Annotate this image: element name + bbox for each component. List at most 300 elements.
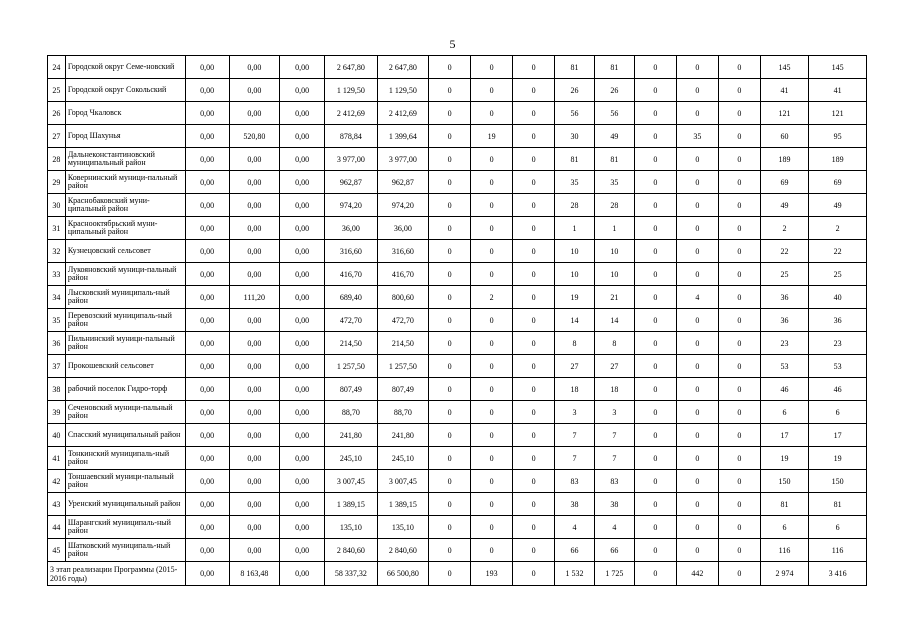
- value-cell: 0: [676, 148, 718, 171]
- value-cell: 0,00: [185, 401, 229, 424]
- value-cell: 10: [594, 263, 634, 286]
- value-cell: 0,00: [229, 171, 279, 194]
- value-cell: 60: [760, 125, 808, 148]
- value-cell: 878,84: [325, 125, 377, 148]
- value-cell: 0: [634, 125, 676, 148]
- value-cell: 0: [676, 240, 718, 263]
- municipality-name-cell: Шатковский муниципаль-ный район: [65, 539, 185, 562]
- total-value-cell: 442: [676, 562, 718, 586]
- value-cell: 145: [809, 56, 867, 79]
- table-row: [48, 286, 867, 309]
- row-number-cell: 37: [48, 355, 66, 378]
- value-cell: 0,00: [185, 240, 229, 263]
- value-cell: 69: [760, 171, 808, 194]
- value-cell: 0,00: [185, 263, 229, 286]
- value-cell: 0: [513, 240, 555, 263]
- value-cell: 0: [718, 493, 760, 516]
- value-cell: 0: [676, 194, 718, 217]
- value-cell: 0: [634, 286, 676, 309]
- value-cell: 0: [676, 401, 718, 424]
- value-cell: 416,70: [325, 263, 377, 286]
- value-cell: 35: [676, 125, 718, 148]
- value-cell: 88,70: [377, 401, 428, 424]
- value-cell: 49: [809, 194, 867, 217]
- value-cell: 0: [471, 378, 513, 401]
- value-cell: 316,60: [377, 240, 428, 263]
- value-cell: 23: [760, 332, 808, 355]
- municipality-name-cell: Дальнеконстантиновский муниципальный район: [65, 148, 185, 171]
- row-number-cell: 26: [48, 102, 66, 125]
- value-cell: 0: [429, 79, 471, 102]
- table-row: [48, 470, 867, 493]
- value-cell: 0: [718, 194, 760, 217]
- row-number-cell: 29: [48, 171, 66, 194]
- value-cell: 0: [513, 424, 555, 447]
- total-value-cell: 3 416: [809, 562, 867, 586]
- value-cell: 0: [676, 102, 718, 125]
- table-row: [48, 56, 867, 79]
- value-cell: 0: [471, 424, 513, 447]
- value-cell: 0,00: [229, 309, 279, 332]
- value-cell: 81: [594, 148, 634, 171]
- value-cell: 0,00: [229, 56, 279, 79]
- value-cell: 0: [471, 148, 513, 171]
- value-cell: 3: [594, 401, 634, 424]
- value-cell: 0: [634, 102, 676, 125]
- value-cell: 0: [471, 56, 513, 79]
- value-cell: 0: [718, 56, 760, 79]
- value-cell: 1 257,50: [325, 355, 377, 378]
- value-cell: 0: [718, 332, 760, 355]
- value-cell: 4: [555, 516, 595, 539]
- value-cell: 0: [634, 401, 676, 424]
- value-cell: 0: [676, 171, 718, 194]
- value-cell: 26: [594, 79, 634, 102]
- value-cell: 0: [429, 447, 471, 470]
- value-cell: 0,00: [229, 424, 279, 447]
- value-cell: 0: [513, 447, 555, 470]
- value-cell: 0,00: [280, 286, 325, 309]
- value-cell: 26: [555, 79, 595, 102]
- value-cell: 2: [760, 217, 808, 240]
- value-cell: 1 389,15: [325, 493, 377, 516]
- value-cell: 0: [676, 493, 718, 516]
- value-cell: 0,00: [185, 332, 229, 355]
- municipality-name-cell: Лукояновский муници-пальный район: [65, 263, 185, 286]
- value-cell: 0,00: [185, 102, 229, 125]
- value-cell: 0: [718, 148, 760, 171]
- value-cell: 56: [555, 102, 595, 125]
- value-cell: 0: [471, 240, 513, 263]
- value-cell: 0,00: [280, 240, 325, 263]
- total-value-cell: 2 974: [760, 562, 808, 586]
- value-cell: 189: [809, 148, 867, 171]
- value-cell: 1 129,50: [325, 79, 377, 102]
- value-cell: 0: [634, 194, 676, 217]
- value-cell: 0: [513, 355, 555, 378]
- value-cell: 0,00: [185, 194, 229, 217]
- value-cell: 83: [594, 470, 634, 493]
- value-cell: 83: [555, 470, 595, 493]
- value-cell: 0,00: [185, 79, 229, 102]
- value-cell: 6: [760, 401, 808, 424]
- value-cell: 0: [634, 378, 676, 401]
- total-label-cell: 3 этап реализации Программы (2015-2016 годы): [48, 562, 186, 586]
- row-number-cell: 36: [48, 332, 66, 355]
- municipality-name-cell: Город Шахунья: [65, 125, 185, 148]
- value-cell: 0: [513, 125, 555, 148]
- municipality-name-cell: Краснооктябрьский муни-ципальный район: [65, 217, 185, 240]
- value-cell: 27: [594, 355, 634, 378]
- value-cell: 0: [718, 286, 760, 309]
- value-cell: 0,00: [185, 217, 229, 240]
- value-cell: 38: [555, 493, 595, 516]
- value-cell: 0: [634, 493, 676, 516]
- value-cell: 472,70: [377, 309, 428, 332]
- value-cell: 0: [513, 286, 555, 309]
- table-row: [48, 424, 867, 447]
- value-cell: 36: [760, 309, 808, 332]
- value-cell: 0,00: [185, 493, 229, 516]
- total-value-cell: 0,00: [280, 562, 325, 586]
- value-cell: 40: [809, 286, 867, 309]
- value-cell: 0: [429, 263, 471, 286]
- value-cell: 7: [555, 447, 595, 470]
- value-cell: 1 399,64: [377, 125, 428, 148]
- value-cell: 150: [809, 470, 867, 493]
- value-cell: 0: [513, 401, 555, 424]
- municipality-name-cell: Ковернинский муници-пальный район: [65, 171, 185, 194]
- value-cell: 10: [555, 263, 595, 286]
- table-row: [48, 378, 867, 401]
- value-cell: 0: [429, 102, 471, 125]
- value-cell: 0,00: [229, 79, 279, 102]
- value-cell: 0,00: [229, 493, 279, 516]
- value-cell: 0,00: [185, 378, 229, 401]
- value-cell: 0: [429, 470, 471, 493]
- municipality-name-cell: Лысковский муниципаль-ный район: [65, 286, 185, 309]
- value-cell: 0: [634, 539, 676, 562]
- value-cell: 0,00: [185, 309, 229, 332]
- value-cell: 0: [718, 79, 760, 102]
- value-cell: 214,50: [325, 332, 377, 355]
- value-cell: 0: [471, 309, 513, 332]
- value-cell: 0: [429, 355, 471, 378]
- value-cell: 0: [471, 171, 513, 194]
- value-cell: 116: [760, 539, 808, 562]
- value-cell: 0,00: [280, 309, 325, 332]
- table-body: [48, 56, 867, 586]
- value-cell: 22: [809, 240, 867, 263]
- value-cell: 14: [555, 309, 595, 332]
- value-cell: 7: [555, 424, 595, 447]
- table-row: [48, 355, 867, 378]
- value-cell: 316,60: [325, 240, 377, 263]
- value-cell: 1 257,50: [377, 355, 428, 378]
- value-cell: 0: [471, 217, 513, 240]
- value-cell: 0: [676, 309, 718, 332]
- value-cell: 974,20: [325, 194, 377, 217]
- value-cell: 0,00: [185, 355, 229, 378]
- value-cell: 0: [513, 539, 555, 562]
- program-table: [47, 55, 867, 586]
- municipality-name-cell: Краснобаковский муни-ципальный район: [65, 194, 185, 217]
- value-cell: 3: [555, 401, 595, 424]
- value-cell: 0: [429, 171, 471, 194]
- value-cell: 0: [634, 355, 676, 378]
- value-cell: 0,00: [185, 148, 229, 171]
- value-cell: 472,70: [325, 309, 377, 332]
- value-cell: 0: [676, 516, 718, 539]
- table-row: [48, 447, 867, 470]
- value-cell: 3 007,45: [325, 470, 377, 493]
- value-cell: 2 840,60: [325, 539, 377, 562]
- value-cell: 962,87: [377, 171, 428, 194]
- municipality-name-cell: Пильнинский муници-пальный район: [65, 332, 185, 355]
- value-cell: 0: [429, 378, 471, 401]
- table-row: [48, 148, 867, 171]
- value-cell: 0: [718, 447, 760, 470]
- value-cell: 0: [429, 332, 471, 355]
- table-row: [48, 309, 867, 332]
- value-cell: 0: [634, 424, 676, 447]
- value-cell: 18: [555, 378, 595, 401]
- value-cell: 0: [513, 102, 555, 125]
- value-cell: 17: [760, 424, 808, 447]
- value-cell: 0: [718, 125, 760, 148]
- value-cell: 1: [555, 217, 595, 240]
- value-cell: 0: [513, 263, 555, 286]
- value-cell: 0: [634, 171, 676, 194]
- value-cell: 0: [676, 378, 718, 401]
- value-cell: 0: [429, 56, 471, 79]
- value-cell: 95: [809, 125, 867, 148]
- value-cell: 0,00: [280, 102, 325, 125]
- value-cell: 0,00: [185, 447, 229, 470]
- value-cell: 245,10: [377, 447, 428, 470]
- value-cell: 0,00: [185, 424, 229, 447]
- row-number-cell: 34: [48, 286, 66, 309]
- total-value-cell: 0: [513, 562, 555, 586]
- value-cell: 214,50: [377, 332, 428, 355]
- row-number-cell: 42: [48, 470, 66, 493]
- value-cell: 1 129,50: [377, 79, 428, 102]
- value-cell: 0: [513, 171, 555, 194]
- total-row: [48, 562, 867, 586]
- value-cell: 0: [676, 355, 718, 378]
- row-number-cell: 45: [48, 539, 66, 562]
- row-number-cell: 25: [48, 79, 66, 102]
- value-cell: 135,10: [325, 516, 377, 539]
- value-cell: 0,00: [280, 332, 325, 355]
- value-cell: 2: [471, 286, 513, 309]
- row-number-cell: 40: [48, 424, 66, 447]
- value-cell: 0,00: [280, 56, 325, 79]
- value-cell: 0: [471, 79, 513, 102]
- value-cell: 0: [429, 286, 471, 309]
- value-cell: 0: [471, 470, 513, 493]
- value-cell: 0: [429, 401, 471, 424]
- value-cell: 0: [429, 217, 471, 240]
- row-number-cell: 32: [48, 240, 66, 263]
- value-cell: 6: [809, 516, 867, 539]
- municipality-name-cell: Спасский муниципальный район: [65, 424, 185, 447]
- value-cell: 962,87: [325, 171, 377, 194]
- value-cell: 0: [471, 539, 513, 562]
- value-cell: 6: [809, 401, 867, 424]
- value-cell: 3 977,00: [377, 148, 428, 171]
- value-cell: 0: [513, 332, 555, 355]
- value-cell: 0: [634, 447, 676, 470]
- value-cell: 3 007,45: [377, 470, 428, 493]
- value-cell: 2 647,80: [377, 56, 428, 79]
- municipality-name-cell: Шарангский муниципаль-ный район: [65, 516, 185, 539]
- value-cell: 0: [676, 263, 718, 286]
- table-row: [48, 401, 867, 424]
- row-number-cell: 28: [48, 148, 66, 171]
- value-cell: 0: [429, 125, 471, 148]
- row-number-cell: 24: [48, 56, 66, 79]
- table-row: [48, 493, 867, 516]
- municipality-name-cell: Городской округ Семе-новский: [65, 56, 185, 79]
- total-value-cell: 0,00: [185, 562, 229, 586]
- row-number-cell: 31: [48, 217, 66, 240]
- value-cell: 0,00: [229, 217, 279, 240]
- value-cell: 66: [594, 539, 634, 562]
- value-cell: 10: [555, 240, 595, 263]
- value-cell: 0,00: [185, 56, 229, 79]
- value-cell: 2 412,69: [325, 102, 377, 125]
- total-value-cell: 0: [718, 562, 760, 586]
- municipality-name-cell: рабочий поселок Гидро-торф: [65, 378, 185, 401]
- value-cell: 0: [429, 493, 471, 516]
- municipality-name-cell: Тонкинский муниципаль-ный район: [65, 447, 185, 470]
- value-cell: 7: [594, 424, 634, 447]
- value-cell: 0: [718, 378, 760, 401]
- row-number-cell: 30: [48, 194, 66, 217]
- value-cell: 0: [676, 79, 718, 102]
- row-number-cell: 27: [48, 125, 66, 148]
- value-cell: 0: [471, 447, 513, 470]
- value-cell: 0,00: [280, 493, 325, 516]
- value-cell: 19: [555, 286, 595, 309]
- table-row: [48, 79, 867, 102]
- value-cell: 35: [594, 171, 634, 194]
- value-cell: 0,00: [280, 79, 325, 102]
- table-row: [48, 539, 867, 562]
- value-cell: 0: [718, 263, 760, 286]
- value-cell: 0,00: [280, 171, 325, 194]
- value-cell: 36,00: [325, 217, 377, 240]
- value-cell: 0,00: [280, 447, 325, 470]
- total-value-cell: 1 725: [594, 562, 634, 586]
- value-cell: 689,40: [325, 286, 377, 309]
- municipality-name-cell: Сеченовский муници-пальный район: [65, 401, 185, 424]
- value-cell: 974,20: [377, 194, 428, 217]
- value-cell: 0: [634, 263, 676, 286]
- value-cell: 0: [513, 79, 555, 102]
- value-cell: 0,00: [229, 355, 279, 378]
- value-cell: 0,00: [229, 194, 279, 217]
- value-cell: 0,00: [229, 263, 279, 286]
- value-cell: 49: [594, 125, 634, 148]
- total-value-cell: 1 532: [555, 562, 595, 586]
- value-cell: 0,00: [229, 102, 279, 125]
- value-cell: 19: [809, 447, 867, 470]
- value-cell: 0: [471, 516, 513, 539]
- value-cell: 0: [513, 217, 555, 240]
- table-row: [48, 332, 867, 355]
- value-cell: 27: [555, 355, 595, 378]
- value-cell: 0,00: [229, 240, 279, 263]
- value-cell: 21: [594, 286, 634, 309]
- value-cell: 56: [594, 102, 634, 125]
- value-cell: 807,49: [325, 378, 377, 401]
- value-cell: 36,00: [377, 217, 428, 240]
- value-cell: 0,00: [280, 401, 325, 424]
- value-cell: 81: [809, 493, 867, 516]
- value-cell: 0: [718, 102, 760, 125]
- table-row: [48, 516, 867, 539]
- value-cell: 6: [760, 516, 808, 539]
- value-cell: 0,00: [280, 516, 325, 539]
- value-cell: 41: [809, 79, 867, 102]
- value-cell: 0: [634, 79, 676, 102]
- value-cell: 0: [513, 56, 555, 79]
- value-cell: 14: [594, 309, 634, 332]
- value-cell: 0: [634, 56, 676, 79]
- value-cell: 2 840,60: [377, 539, 428, 562]
- value-cell: 4: [594, 516, 634, 539]
- value-cell: 0: [676, 470, 718, 493]
- value-cell: 2 647,80: [325, 56, 377, 79]
- value-cell: 8: [594, 332, 634, 355]
- total-value-cell: 66 500,80: [377, 562, 428, 586]
- value-cell: 0: [718, 539, 760, 562]
- value-cell: 10: [594, 240, 634, 263]
- value-cell: 0: [634, 470, 676, 493]
- value-cell: 0,00: [185, 516, 229, 539]
- table-row: [48, 171, 867, 194]
- value-cell: 69: [809, 171, 867, 194]
- value-cell: 36: [809, 309, 867, 332]
- municipality-name-cell: Тоншаевский муници-пальный район: [65, 470, 185, 493]
- value-cell: 19: [760, 447, 808, 470]
- value-cell: 135,10: [377, 516, 428, 539]
- value-cell: 0,00: [229, 378, 279, 401]
- value-cell: 0: [634, 217, 676, 240]
- total-value-cell: 0: [634, 562, 676, 586]
- value-cell: 0,00: [229, 516, 279, 539]
- value-cell: 0,00: [280, 470, 325, 493]
- value-cell: 0: [513, 148, 555, 171]
- value-cell: 0: [718, 516, 760, 539]
- value-cell: 81: [594, 56, 634, 79]
- value-cell: 22: [760, 240, 808, 263]
- value-cell: 0: [513, 309, 555, 332]
- value-cell: 145: [760, 56, 808, 79]
- value-cell: 0: [513, 470, 555, 493]
- value-cell: 0: [429, 539, 471, 562]
- row-number-cell: 41: [48, 447, 66, 470]
- value-cell: 0,00: [280, 217, 325, 240]
- value-cell: 0,00: [280, 539, 325, 562]
- value-cell: 49: [760, 194, 808, 217]
- total-value-cell: 0: [429, 562, 471, 586]
- value-cell: 46: [809, 378, 867, 401]
- value-cell: 0: [634, 332, 676, 355]
- value-cell: 0: [634, 148, 676, 171]
